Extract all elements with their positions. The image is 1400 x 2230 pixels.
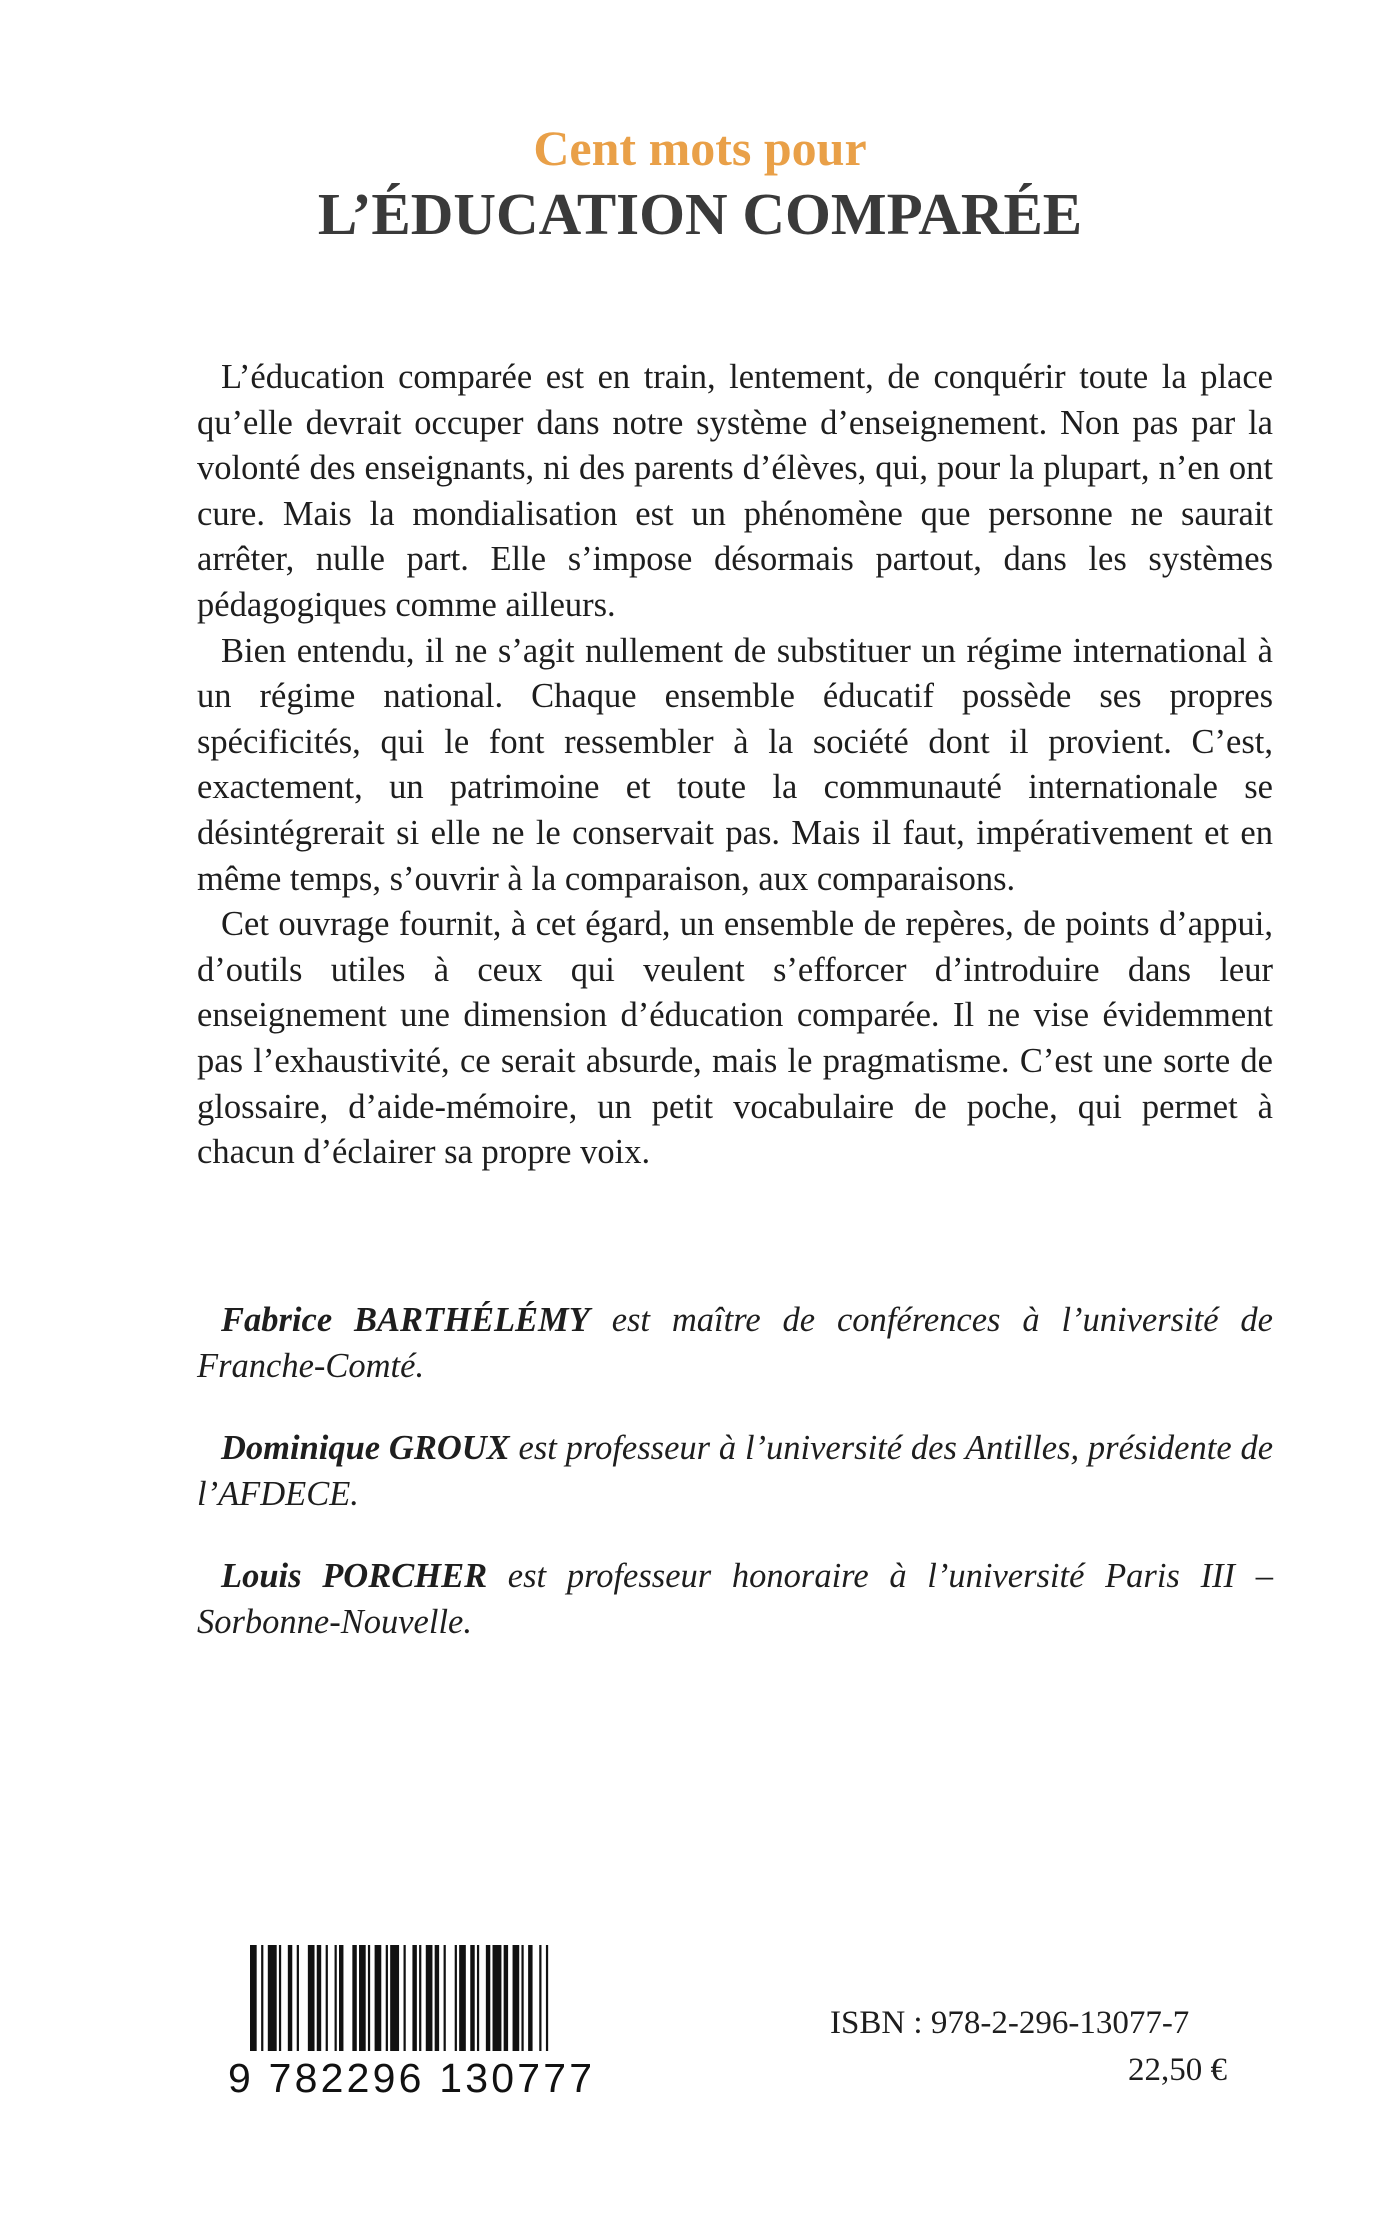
blurb-paragraph: L’éducation comparée est en train, lentement, de conquérir toute la place qu’elle devrait occuper dans notre système d’enseignement. Non pas par la volonté des enseignants, ni des parents d’élèves, qui, pour la plupart, n’en ont cure. Mais la mondialisation est un phénomène que personne ne saurait arrêter, nulle part. Elle s’impose désormais partout, dans les systèmes pédagogiques comme ailleurs. bbox=[197, 358, 1273, 624]
barcode bbox=[228, 1945, 596, 2137]
title-line-1: Cent mots pour bbox=[533, 120, 867, 176]
author-name: Louis PORCHER bbox=[221, 1557, 488, 1596]
author-bio bbox=[197, 1426, 1273, 1517]
title-line-2: L’ÉDUCATION COMPARÉE bbox=[317, 181, 1083, 247]
author-name: Dominique GROUX bbox=[221, 1429, 510, 1468]
blurb-paragraph: Cet ouvrage fournit, à cet égard, un ensemble de repères, de points d’appui, d’outils utiles à ceux qui veulent s’efforcer d’introduire dans leur enseignement une dimension d’éducation comparée. Il ne vise évidemment pas l’exhaustivité, ce serait absurde, mais le pragmatisme. C’est une sorte de glossaire, d’aide-mémoire, un petit vocabulaire de poche, qui permet à chacun d’éclairer sa propre voix. bbox=[197, 905, 1273, 1172]
author-bio bbox=[197, 1298, 1273, 1389]
author-bios bbox=[197, 1298, 1273, 1683]
blurb-paragraph: Bien entendu, il ne s’agit nullement de substituer un régime international à un régime national. Chaque ensemble éducatif possède ses propres spécificités, qui le font ressembler à la société dont il provient. C’est, exactement, un patrimoine et toute la communauté internationale se désintégrerait si elle ne le conservait pas. Mais il faut, impérativement et en même temps, s’ouvrir à la comparaison, aux comparaisons. bbox=[197, 631, 1273, 898]
price: 22,50 € bbox=[1128, 2052, 1227, 2088]
author-description: est maître de conférences à l’université de Franche-Comté. bbox=[197, 1301, 1273, 1385]
isbn: ISBN : 978-2-296-13077-7 bbox=[830, 2005, 1190, 2041]
barcode-digits: 9 782296 130777 bbox=[228, 2051, 588, 2105]
author-bio bbox=[197, 1554, 1273, 1645]
author-name: Fabrice BARTHÉLÉMY bbox=[221, 1301, 590, 1339]
author-description: est professeur honoraire à l’université Paris III – Sorbonne-Nouvelle. bbox=[197, 1557, 1273, 1641]
book-title bbox=[0, 118, 1400, 250]
author-description: est professeur à l’université des Antilles, présidente de l’AFDECE. bbox=[197, 1429, 1274, 1513]
back-cover-blurb bbox=[197, 355, 1273, 1176]
